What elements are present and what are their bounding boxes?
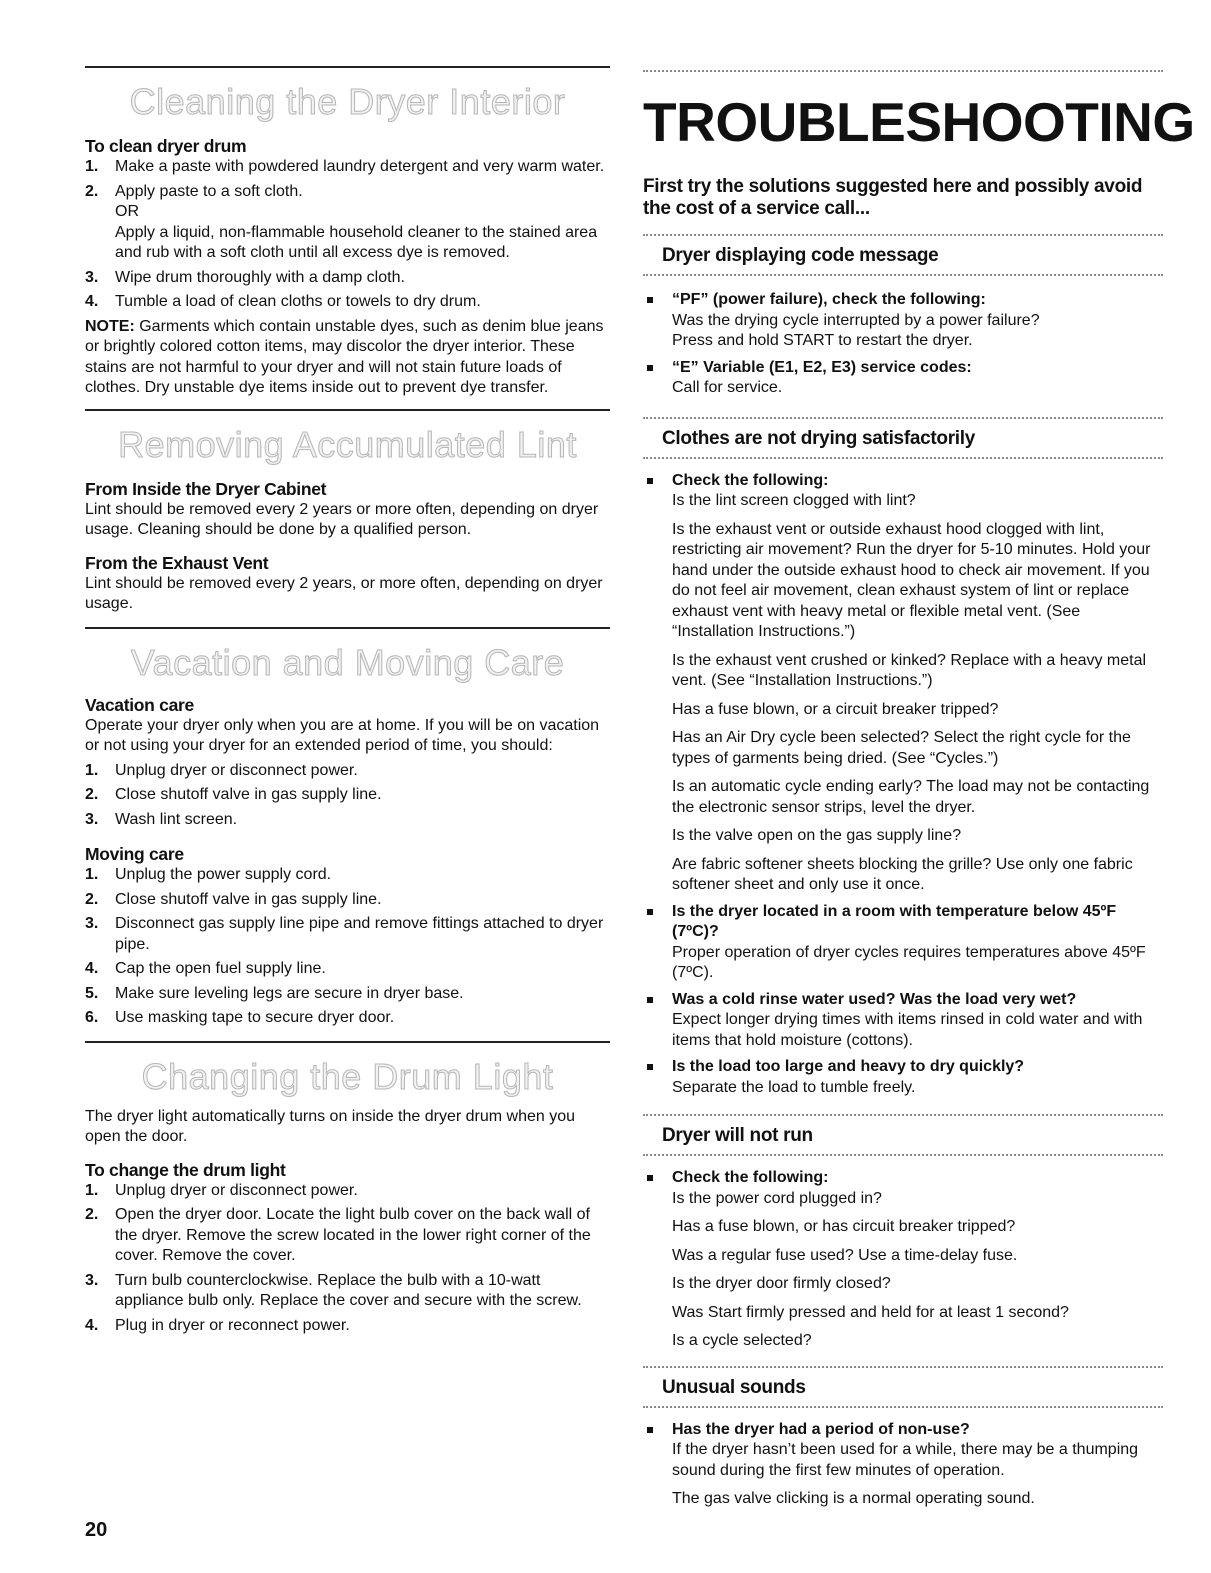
section-title-cleaning: Cleaning the Dryer Interior <box>129 81 566 122</box>
lint-text-1: Lint should be removed every 2 years or more often, depending on dryer usage. Cleaning should be done by a qualified person. <box>85 500 599 538</box>
list-item: 2. Close shutoff valve in gas supply line. <box>85 890 382 908</box>
right-column <box>643 0 1195 1510</box>
dotted-rule <box>643 417 1163 419</box>
section-title-drum-light: Changing the Drum Light <box>141 1055 554 1097</box>
moving-steps <box>85 865 610 1029</box>
list-item: Has the dryer had a period of non-use? If the dryer hasn’t been used for a while, there may be a thumping sound during the first few minutes of operation. The gas valve clicking is a normal operating sound. <box>643 1420 1163 1510</box>
list-item: Check the following: Is the power cord plugged in? Has a fuse blown, or has circuit breaker tripped? Was a regular fuse used? Use a time-delay fuse. Is the dryer door firmly closed? Was Start firmly pressed and held for at least 1 second? Is a cycle selected? <box>643 1168 1163 1352</box>
page-title: TROUBLESHOOTING <box>643 91 1195 153</box>
subhead-exhaust-vent: From the Exhaust Vent <box>85 552 269 573</box>
section-rule <box>85 1041 610 1043</box>
vacation-steps <box>85 761 610 831</box>
list-item: 3. Wipe drum thoroughly with a damp cloth. <box>85 268 405 286</box>
list-item: 3. Wash lint screen. <box>85 810 238 828</box>
bullet-icon <box>647 997 653 1003</box>
subhead-change-drum-light: To change the drum light <box>85 1159 286 1180</box>
list-item: 4. Tumble a load of clean cloths or towels to dry drum. <box>85 293 481 310</box>
subhead-code-message: Dryer displaying code message <box>662 245 939 266</box>
lint-text-2: Lint should be removed every 2 years, or more often, depending on dryer usage. <box>85 574 603 612</box>
dotted-rule <box>643 70 1163 72</box>
list-item: Is the dryer located in a room with temperature below 45ºF (7ºC)? Proper operation of dryer cycles requires temperatures above 45ºF (7ºC). <box>643 902 1163 984</box>
bullet-icon <box>647 478 653 484</box>
vacation-text: Operate your dryer only when you are at home. If you will be on vacation or not using your dryer for an extended period of time, you should: <box>85 716 600 754</box>
list-item: 4. Plug in dryer or reconnect power. <box>85 1316 350 1334</box>
subhead-not-drying: Clothes are not drying satisfactorily <box>662 427 976 449</box>
bullet-icon <box>647 365 653 371</box>
cleaning-note: NOTE: Garments which contain unstable dyes, such as denim blue jeans or brightly colored cotton items, may discolor the dryer interior. These stains are not harmful to your dryer and will not stain future loads of clothes. Dry unstable dye items inside out to prevent dye transfer. <box>85 317 604 396</box>
list-item: 6. Use masking tape to secure dryer door. <box>85 1009 395 1026</box>
cleaning-steps <box>85 157 610 313</box>
subhead-will-not-run: Dryer will not run <box>662 1125 813 1146</box>
list-item: 3. Disconnect gas supply line pipe and remove fittings attached to dryer pipe. <box>85 915 604 953</box>
list-item: 1. Unplug dryer or disconnect power. <box>85 761 358 779</box>
dotted-rule <box>643 1366 1163 1368</box>
list-item: “PF” (power failure), check the following: Was the drying cycle interrupted by a power failure? Press and hold START to restart the dryer. <box>643 290 1163 352</box>
left-column <box>85 0 610 1336</box>
dotted-rule <box>643 1114 1163 1116</box>
dotted-rule <box>643 1406 1163 1408</box>
page-number: 20 <box>85 1519 108 1541</box>
subhead-clean-drum: To clean dryer drum <box>85 136 247 156</box>
list-item: 4. Cap the open fuel supply line. <box>85 960 326 977</box>
list-item: 2. Close shutoff valve in gas supply line. <box>85 786 382 803</box>
list-item: 3. Turn bulb counterclockwise. Replace the bulb with a 10-watt appliance bulb only. Replace the cover and secure with the screw. <box>85 1271 582 1309</box>
list-item: 1. Unplug dryer or disconnect power. <box>85 1181 358 1199</box>
dotted-rule <box>643 457 1163 459</box>
list-item: 5. Make sure leveling legs are secure in dryer base. <box>85 984 464 1002</box>
section-title-lint: Removing Accumulated Lint <box>118 423 577 465</box>
bullet-icon <box>647 297 653 303</box>
dotted-rule <box>643 1154 1163 1156</box>
dotted-rule <box>643 274 1163 276</box>
list-item: 1. Make a paste with powdered laundry detergent and very warm water. <box>85 158 605 175</box>
list-item: 2. Apply paste to a soft cloth. OR Apply a liquid, non-flammable household cleaner to the stained area and rub with a soft cloth until all excess dye is removed. <box>85 182 598 261</box>
bullet-icon <box>647 1427 653 1433</box>
subhead-unusual-sounds: Unusual sounds <box>662 1376 806 1398</box>
section-rule <box>85 627 610 629</box>
section-rule <box>85 66 610 68</box>
list-item: Check the following: Is the lint screen clogged with lint? Is the exhaust vent or outside exhaust hood clogged with lint, restricting air movement? Run the dryer for 5-10 minutes. Hold your hand under the outside exhaust hood to check air movement. If you do not feel air movement, clean exhaust system of lint or replace exhaust vent with heavy metal or flexible metal vent. (See “Installation Instructions.”) Is the exhaust vent crushed or kinked? Replace with a heavy metal vent. (See “Installation Instructions.”) Has a fuse blown, or a circuit breaker tripped? Has an Air Dry cycle been selected? Select the right cycle for the types of garments being dried. (See “Cycles.”) Is an automatic cycle ending early? The load may not be contacting the electronic sensor strips, level the dryer. Is the valve open on the gas supply line? Are fabric softener sheets blocking the grille? Use only one fabric softener sheet and only use it once. <box>643 471 1163 896</box>
bullet-icon <box>647 1064 653 1070</box>
list-item: Was a cold rinse water used? Was the load very wet? Expect longer drying times with items rinsed in cold water and with items that hold moisture (cottons). <box>643 990 1163 1052</box>
subhead-inside-cabinet: From Inside the Dryer Cabinet <box>85 478 327 499</box>
bullet-icon <box>647 909 653 915</box>
section-title-vacation: Vacation and Moving Care <box>130 641 565 683</box>
list-item: 1. Unplug the power supply cord. <box>85 866 332 883</box>
light-steps <box>85 1181 610 1337</box>
section-rule <box>85 409 610 411</box>
bullet-icon <box>647 1175 653 1181</box>
subhead-moving-care: Moving care <box>85 844 184 864</box>
list-item: “E” Variable (E1, E2, E3) service codes: Call for service. <box>643 358 1163 399</box>
list-item: 2. Open the dryer door. Locate the light bulb cover on the back wall of the dryer. Remove the screw located in the lower right corner of the cover. Remove the cover. <box>85 1206 591 1264</box>
dotted-rule <box>643 234 1163 236</box>
subhead-vacation-care: Vacation care <box>85 694 194 715</box>
intro-text: First try the solutions suggested here and possibly avoid the cost of a service call... <box>643 176 1143 219</box>
light-text: The dryer light automatically turns on inside the dryer drum when you open the door. <box>85 1107 576 1145</box>
list-item: Is the load too large and heavy to dry quickly? Separate the load to tumble freely. <box>643 1057 1163 1098</box>
